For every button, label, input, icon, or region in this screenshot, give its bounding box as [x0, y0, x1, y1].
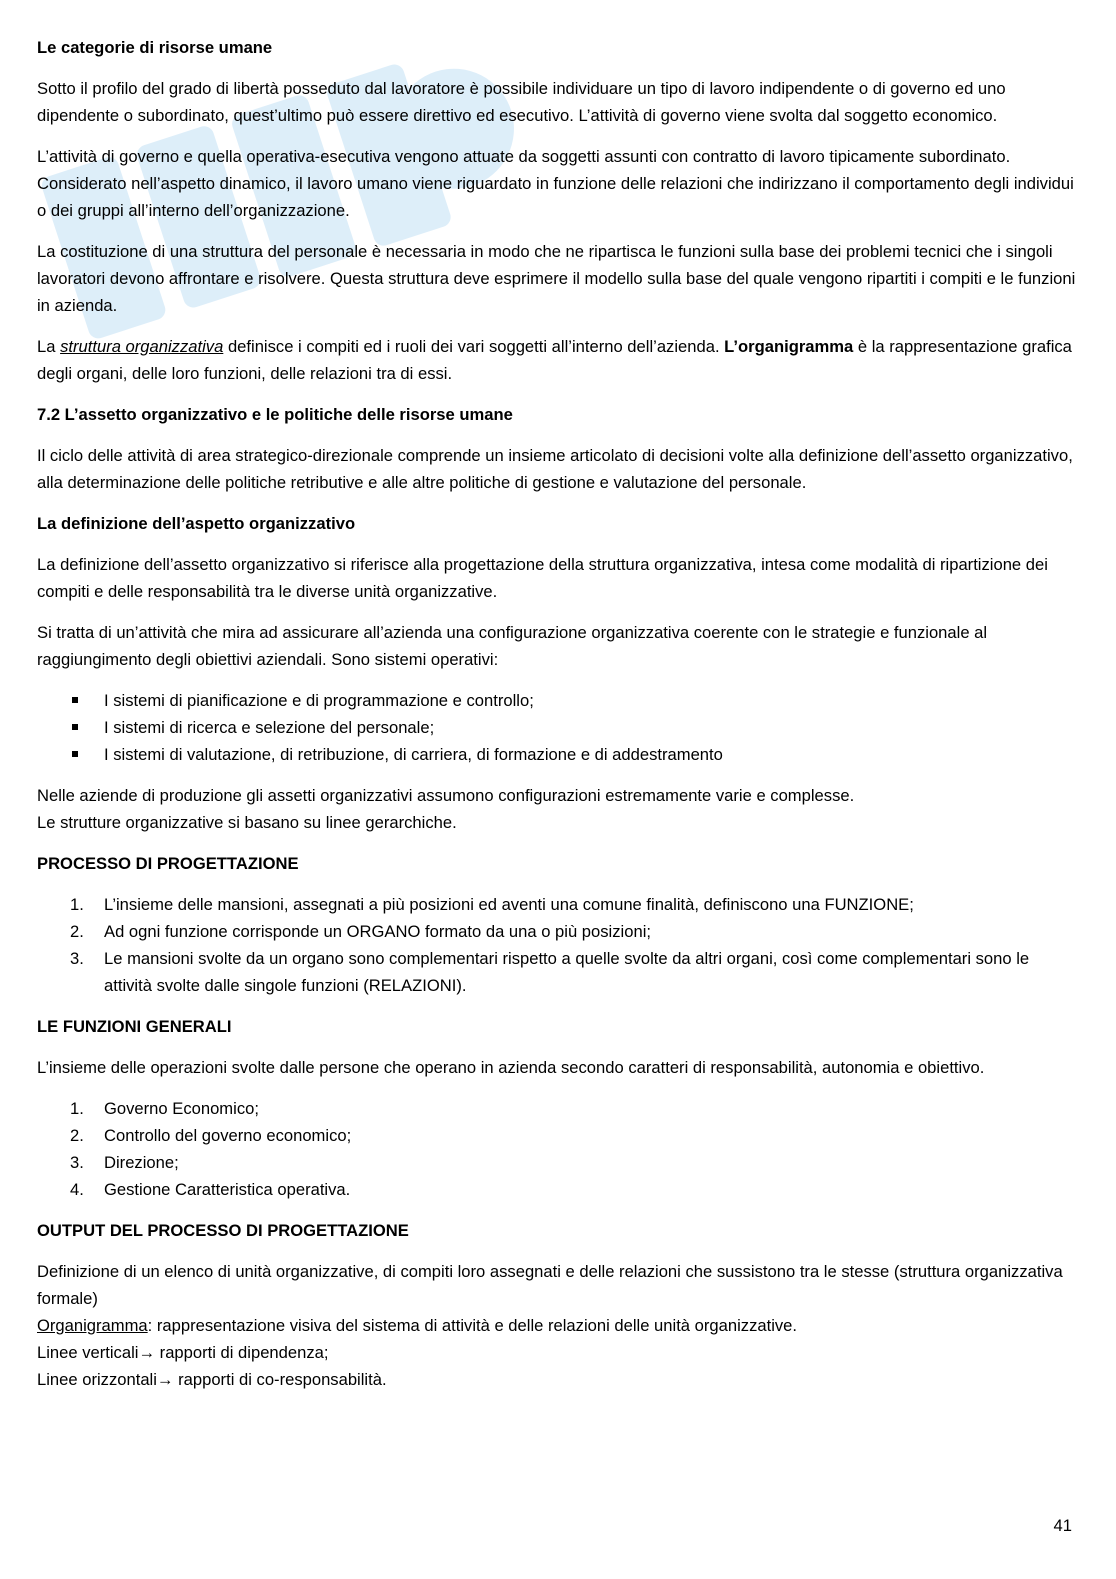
list-item: I sistemi di pianificazione e di programmazione e controllo;	[104, 687, 1077, 714]
paragraph: Linee orizzontali→ rapporti di co-responsabilità.	[37, 1370, 387, 1389]
text-run: definisce i compiti ed i ruoli dei vari soggetti all’interno dell’azienda.	[223, 337, 725, 356]
sistemi-operativi-list	[37, 687, 1077, 768]
heading-processo: PROCESSO DI PROGETTAZIONE	[37, 854, 299, 873]
paragraph: L’attività di governo e quella operativa-esecutiva vengono attuate da soggetti assunti con contratto di lavoro tipicamente subordinato. Considerato nell’aspetto dinamico, il lavoro umano viene riguardato in funzione delle relazioni che indirizzano il comportamento degli individui o dei gruppi all’interno dell’organizzazione.	[37, 147, 1074, 220]
paragraph: Sotto il profilo del grado di libertà posseduto dal lavoratore è possibile individuare un tipo di lavoro indipendente o di governo ed uno dipendente o subordinato, quest’ultimo può essere direttivo ed esecutivo. L’attività di governo viene svolta dal soggetto economico.	[37, 79, 1006, 125]
list-item: Ad ogni funzione corrisponde un ORGANO formato da una o più posizioni;	[104, 922, 651, 941]
paragraph: Il ciclo delle attività di area strategico-direzionale comprende un insieme articolato di decisioni volte alla definizione dell’assetto organizzativo, alla determinazione delle politiche retributive e alle altre politiche di gestione e valutazione del personale.	[37, 446, 1073, 492]
list-item: Direzione;	[104, 1153, 179, 1172]
list-item: Governo Economico;	[104, 1099, 259, 1118]
paragraph	[37, 333, 1077, 387]
processo-list	[37, 891, 1077, 999]
paragraph: Si tratta di un’attività che mira ad assicurare all’azienda una configurazione organizzativa coerente con le strategie e funzionale al raggiungimento degli obiettivi aziendali. Sono sistemi operativi:	[37, 623, 988, 669]
list-item: Le mansioni svolte da un organo sono complementari rispetto a quelle svolte da altri organi, così come complementari sono le attività svolte dalle singole funzioni (RELAZIONI).	[104, 949, 1030, 995]
text-line: Nelle aziende di produzione gli assetti organizzativi assumono configurazioni estremamente varie e complesse.	[37, 786, 855, 805]
page-number: 41	[1053, 1516, 1072, 1535]
text-run: : rappresentazione visiva del sistema di attività e delle relazioni delle unità organizzative.	[147, 1316, 798, 1335]
heading-output: OUTPUT DEL PROCESSO DI PROGETTAZIONE	[37, 1221, 409, 1240]
list-item: I sistemi di valutazione, di retribuzione, di carriera, di formazione e di addestramento	[104, 741, 1077, 768]
struttura-organizzativa-term: struttura organizzativa	[60, 337, 224, 356]
funzioni-list	[37, 1095, 1077, 1203]
organigramma-term: L’organigramma	[724, 337, 854, 356]
organigramma-link-term: Organigramma	[37, 1316, 148, 1335]
text-line: Le strutture organizzative si basano su linee gerarchiche.	[37, 813, 457, 832]
list-item: L’insieme delle mansioni, assegnati a più posizioni ed aventi una comune finalità, definiscono una FUNZIONE;	[104, 895, 914, 914]
paragraph: Definizione di un elenco di unità organizzative, di compiti loro assegnati e delle relazioni che sussistono tra le stesse (struttura organizzativa formale)	[37, 1262, 1063, 1308]
document-page	[37, 34, 1077, 1393]
text-run: La	[37, 337, 61, 356]
paragraph	[37, 782, 1077, 836]
list-item: Controllo del governo economico;	[104, 1126, 352, 1145]
paragraph: Linee verticali→ rapporti di dipendenza;	[37, 1343, 329, 1362]
paragraph	[37, 1312, 1077, 1339]
paragraph: La costituzione di una struttura del personale è necessaria in modo che ne ripartisca le funzioni sulla base dei problemi tecnici che i singoli lavoratori devono affrontare e risolvere. Questa struttura deve esprimere il modello sulla base del quale vengono ripartiti i compiti e le funzioni in azienda.	[37, 242, 1076, 315]
list-item: I sistemi di ricerca e selezione del personale;	[104, 714, 1077, 741]
text-run: è la rappresentazione grafica degli organi, delle loro funzioni, delle relazioni tra di essi.	[37, 337, 1072, 383]
heading-funzioni: LE FUNZIONI GENERALI	[37, 1017, 232, 1036]
heading-definizione: La definizione dell’aspetto organizzativo	[37, 514, 356, 533]
paragraph: L’insieme delle operazioni svolte dalle persone che operano in azienda secondo caratteri di responsabilità, autonomia e obiettivo.	[37, 1058, 985, 1077]
paragraph: La definizione dell’assetto organizzativo si riferisce alla progettazione della struttura organizzativa, intesa come modalità di ripartizione dei compiti e delle responsabilità tra le diverse unità organizzative.	[37, 555, 1048, 601]
list-item: Gestione Caratteristica operativa.	[104, 1180, 351, 1199]
heading-categorie: Le categorie di risorse umane	[37, 38, 273, 57]
heading-assetto: 7.2 L’assetto organizzativo e le politiche delle risorse umane	[37, 405, 513, 424]
